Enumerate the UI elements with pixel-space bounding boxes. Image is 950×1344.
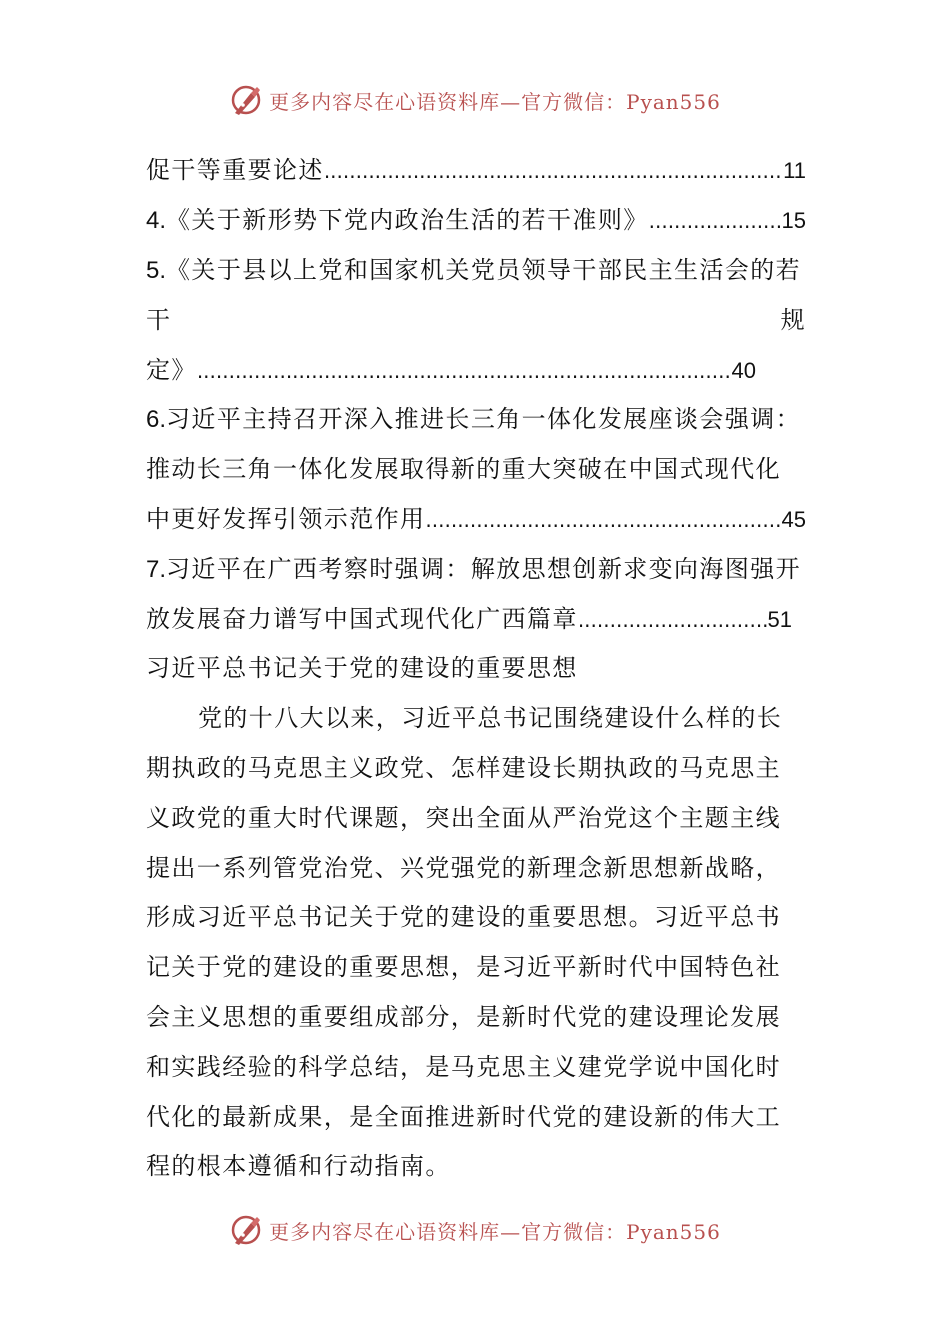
- toc-leader-dots: [425, 502, 781, 537]
- body-line-8: 和实践经验的科学总结，是马克思主义建党学说中国化时: [146, 1053, 781, 1081]
- toc-item-6-line-3[interactable]: [146, 501, 806, 537]
- toc-item-text: 《关于县以上党和国家机关党员领导干部民主生活会的若: [166, 256, 802, 284]
- toc-item-7-line-1[interactable]: [146, 551, 806, 587]
- toc-item-number: 5.: [146, 257, 167, 284]
- toc-item-number: 4.: [146, 207, 167, 234]
- toc-item-5-line-3[interactable]: [146, 352, 756, 388]
- watermark-text: 更多内容尽在心语资料库—官方微信：Pyan556: [269, 1219, 721, 1244]
- toc-item-7-line-2[interactable]: [146, 601, 792, 637]
- toc-item-text: 放发展奋力谱写中国式现代化广西篇章: [146, 605, 578, 633]
- toc-item-3-tail[interactable]: [146, 152, 806, 188]
- pen-nib-logo-icon: [229, 83, 263, 117]
- toc-item-number: 7.: [146, 556, 167, 583]
- header-watermark: [0, 80, 950, 120]
- toc-item-5-line-1[interactable]: [146, 252, 806, 288]
- body-line-3: 义政党的重大时代课题，突出全面从严治党这个主题主线: [146, 804, 781, 832]
- toc-item-text-left: 干: [146, 306, 172, 334]
- toc-item-text: 习近平主持召开深入推进长三角一体化发展座谈会强调：: [166, 405, 802, 433]
- toc-leader-dots: [197, 353, 732, 388]
- toc-item-text: 《关于新形势下党内政治生活的若干准则》: [166, 206, 649, 234]
- toc-item-text: 中更好发挥引领示范作用: [146, 505, 426, 533]
- toc-item-6-line-2[interactable]: [146, 451, 806, 487]
- toc-item-text: 推动长三角一体化发展取得新的重大突破在中国式现代化: [146, 455, 781, 483]
- toc-item-5-line-2: [146, 302, 806, 338]
- toc-page-number: 11: [783, 158, 806, 183]
- toc-page-number: 51: [767, 607, 792, 632]
- toc-item-number: 6.: [146, 406, 167, 433]
- body-line-9: 代化的最新成果，是全面推进新时代党的建设新的伟大工: [146, 1103, 781, 1131]
- toc-item-6-line-1[interactable]: [146, 401, 806, 437]
- toc-item-4[interactable]: [146, 202, 806, 238]
- footer-watermark: [0, 1210, 950, 1250]
- body-line-10: 程的根本遵循和行动指南。: [146, 1152, 451, 1180]
- body-line-2: 期执政的马克思主义政党、怎样建设长期执政的马克思主: [146, 754, 781, 782]
- toc-page-number: 40: [731, 358, 756, 383]
- toc-item-text: 定》: [146, 356, 197, 384]
- toc-item-text-right: 规: [780, 306, 806, 334]
- toc-page-number: 45: [781, 507, 806, 532]
- body-line-5: 形成习近平总书记关于党的建设的重要思想。习近平总书: [146, 903, 781, 931]
- toc-item-text: 习近平在广西考察时强调：解放思想创新求变向海图强开: [166, 555, 802, 583]
- watermark-text: 更多内容尽在心语资料库—官方微信：Pyan556: [269, 89, 721, 114]
- toc-leader-dots: [578, 602, 768, 637]
- body-line-6: 记关于党的建设的重要思想，是习近平新时代中国特色社: [146, 953, 781, 981]
- section-title: 习近平总书记关于党的建设的重要思想: [146, 654, 578, 682]
- toc-leader-dots: [649, 203, 782, 238]
- toc-leader-dots: [324, 153, 783, 188]
- body-line-7: 会主义思想的重要组成部分，是新时代党的建设理论发展: [146, 1003, 781, 1031]
- toc-item-text: 促干等重要论述: [146, 156, 324, 184]
- body-line-1: 党的十八大以来，习近平总书记围绕建设什么样的长: [198, 704, 783, 732]
- pen-nib-logo-icon: [229, 1213, 263, 1247]
- body-line-4: 提出一系列管党治党、兴党强党的新理念新思想新战略，: [146, 854, 781, 882]
- toc-page-number: 15: [781, 208, 806, 233]
